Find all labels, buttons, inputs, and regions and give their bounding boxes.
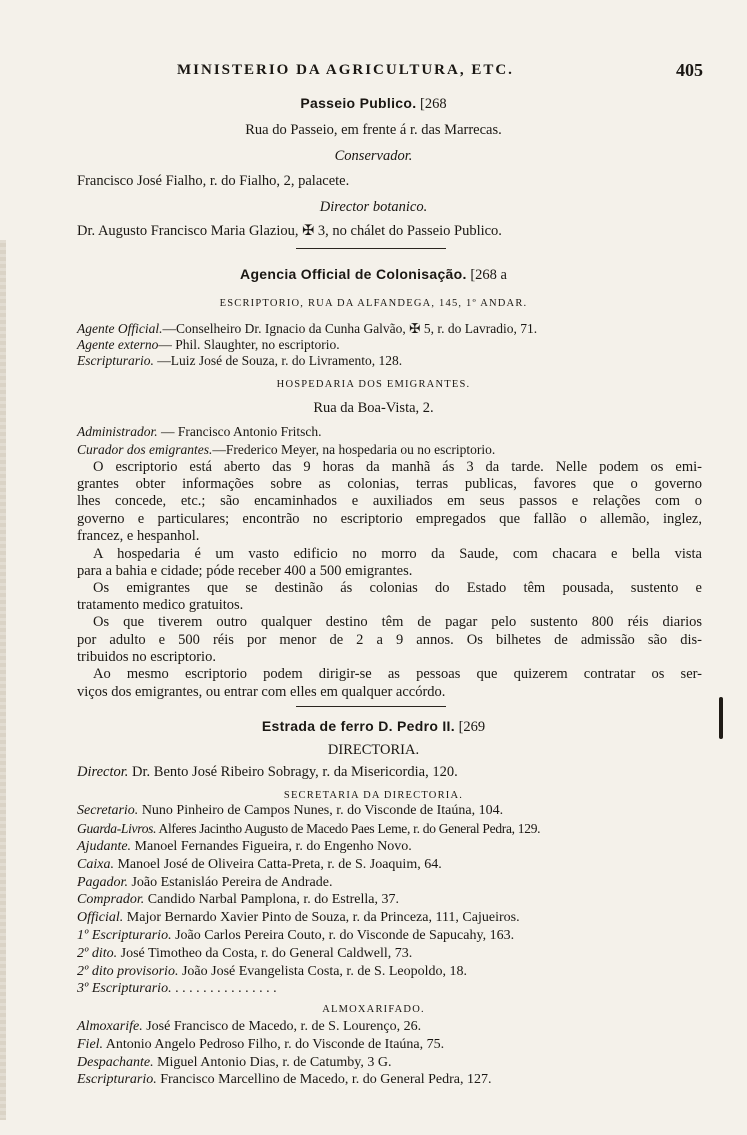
paragraph-line: para a bahia e cidade; póde receber 400 a 500 emigrantes.	[77, 563, 413, 579]
secretaria-title: SECRETARIA DA DIRECTORIA.	[283, 790, 464, 801]
list-item: Fiel. Antonio Angelo Pedroso Filho, r. do Visconde de Itaúna, 75.	[77, 1037, 445, 1052]
passeio-director: Dr. Augusto Francisco Maria Glaziou, ✠ 3, no chálet do Passeio Publico.	[77, 223, 502, 239]
escripturario-line: Escripturario. —Luiz José de Souza, r. do Livramento, 128.	[77, 353, 403, 368]
passeio-conservador: Francisco José Fialho, r. do Fialho, 2, palacete.	[77, 173, 350, 189]
list-item: 2º dito provisorio. João José Evangelista Costa, r. de S. Leopoldo, 18.	[77, 964, 467, 979]
agencia-title: Agencia Official de Colonisação.	[240, 266, 467, 282]
curador-line: Curador dos emigrantes.—Frederico Meyer, na hospedaria ou no escriptorio.	[77, 442, 496, 457]
paragraph-line: Os emigrantes que se destinão ás colonias do Estado têm pousada, sustento e	[93, 580, 702, 596]
estrada-directoria: DIRECTORIA.	[327, 742, 420, 758]
list-item: Escripturario. Francisco Marcellino de Macedo, r. do General Pedra, 127.	[77, 1072, 492, 1087]
section-agencia	[0, 266, 747, 284]
hospedaria-title: HOSPEDARIA DOS EMIGRANTES.	[276, 379, 471, 390]
passeio-director-label: Director botanico.	[319, 199, 428, 215]
running-header: MINISTERIO DA AGRICULTURA, ETC.	[177, 62, 514, 78]
list-item: Guarda-Livros. Alferes Jacintho Augusto de Macedo Paes Leme, r. do General Pedra, 129.	[77, 821, 541, 836]
paragraph-line: A hospedaria é um vasto edificio no morro da Saude, com chacara e bella vista	[93, 546, 702, 562]
administrador-line: Administrador. — Francisco Antonio Fritsch.	[77, 424, 322, 439]
paragraph-line: por adulto e 500 réis por menor de 2 a 9 annos. Os bilhetes de admissão são dis-	[77, 632, 702, 648]
agencia-ref: [268 a	[470, 267, 507, 283]
hospedaria-address: Rua da Boa-Vista, 2.	[313, 400, 434, 416]
list-item: Ajudante. Manoel Fernandes Figueira, r. do Engenho Novo.	[77, 839, 412, 854]
list-item: 3º Escripturario. . . . . . . . . . . . . . . .	[77, 981, 277, 996]
paragraph-line: francez, e hespanhol.	[77, 528, 200, 544]
list-item: Comprador. Candido Narbal Pamplona, r. do Estrella, 37.	[77, 892, 399, 907]
almoxarifado-title: ALMOXARIFADO.	[322, 1004, 425, 1015]
section-divider	[296, 248, 446, 249]
list-item: 1º Escripturario. João Carlos Pereira Couto, r. do Visconde de Sapucahy, 163.	[77, 928, 515, 943]
paragraph-line: lhes concede, etc.; são encaminhados e auxiliados em seus passos e relações com o	[77, 493, 702, 509]
list-item: Almoxarife. José Francisco de Macedo, r. de S. Lourenço, 26.	[77, 1019, 422, 1034]
passeio-title: Passeio Publico.	[300, 95, 417, 111]
paragraph-line: governo e particulares; encontrão no escriptorio empregados que fallão o allemão, inglez,	[77, 511, 702, 527]
list-item: 2º dito. José Timotheo da Costa, r. do General Caldwell, 73.	[77, 946, 413, 961]
paragraph-line: tribuidos no escriptorio.	[77, 649, 216, 665]
list-item: Despachante. Miguel Antonio Dias, r. de Catumby, 3 G.	[77, 1055, 392, 1070]
estrada-title: Estrada de ferro D. Pedro II.	[261, 718, 455, 734]
paragraph-line: Os que tiverem outro qualquer destino têm de pagar pelo sustento 800 réis diarios	[93, 614, 702, 630]
agencia-escriptorio: ESCRIPTORIO, RUA DA ALFANDEGA, 145, 1º ANDAR.	[219, 298, 528, 309]
list-item: Caixa. Manoel José de Oliveira Catta-Preta, r. de S. Joaquim, 64.	[77, 857, 442, 872]
page-number: 405	[676, 60, 703, 80]
page-edge-shadow	[0, 240, 6, 1120]
paragraph-line: viços dos emigrantes, ou entrar com elles em qualquer accórdo.	[77, 684, 446, 700]
paragraph-line: tratamento medico gratuitos.	[77, 597, 244, 613]
list-item: Pagador. João Estanisláo Pereira de Andrade.	[77, 875, 333, 890]
paragraph-line: O escriptorio está aberto das 9 horas da manhã ás 3 da tarde. Nelle podem os emi-	[93, 459, 702, 475]
list-item: Secretario. Nuno Pinheiro de Campos Nunes, r. do Visconde de Itaúna, 104.	[77, 803, 504, 818]
paragraph-line: grantes obter informações sobre as colonias, terras publicas, favores que o governo	[77, 476, 702, 492]
section-passeio	[0, 95, 747, 113]
estrada-ref: [269	[458, 719, 486, 735]
passeio-conservador-label: Conservador.	[334, 148, 413, 164]
estrada-director-line: Director. Dr. Bento José Ribeiro Sobragy, r. da Misericordia, 120.	[77, 764, 458, 780]
passeio-address: Rua do Passeio, em frente á r. das Marrecas.	[245, 122, 502, 138]
margin-mark	[719, 697, 723, 739]
passeio-ref: [268	[420, 96, 447, 112]
list-item: Official. Major Bernardo Xavier Pinto de Souza, r. da Princeza, 111, Cajueiros.	[77, 910, 520, 925]
section-estrada	[0, 718, 747, 736]
paragraph-line: Ao mesmo escriptorio podem dirigir-se as pessoas que quizerem contratar os ser-	[93, 666, 702, 682]
section-divider	[296, 706, 446, 707]
agente-externo-line: Agente externo— Phil. Slaughter, no escriptorio.	[77, 337, 340, 352]
agente-official-line: Agente Official.—Conselheiro Dr. Ignacio da Cunha Galvão, ✠ 5, r. do Lavradio, 71.	[77, 321, 538, 336]
